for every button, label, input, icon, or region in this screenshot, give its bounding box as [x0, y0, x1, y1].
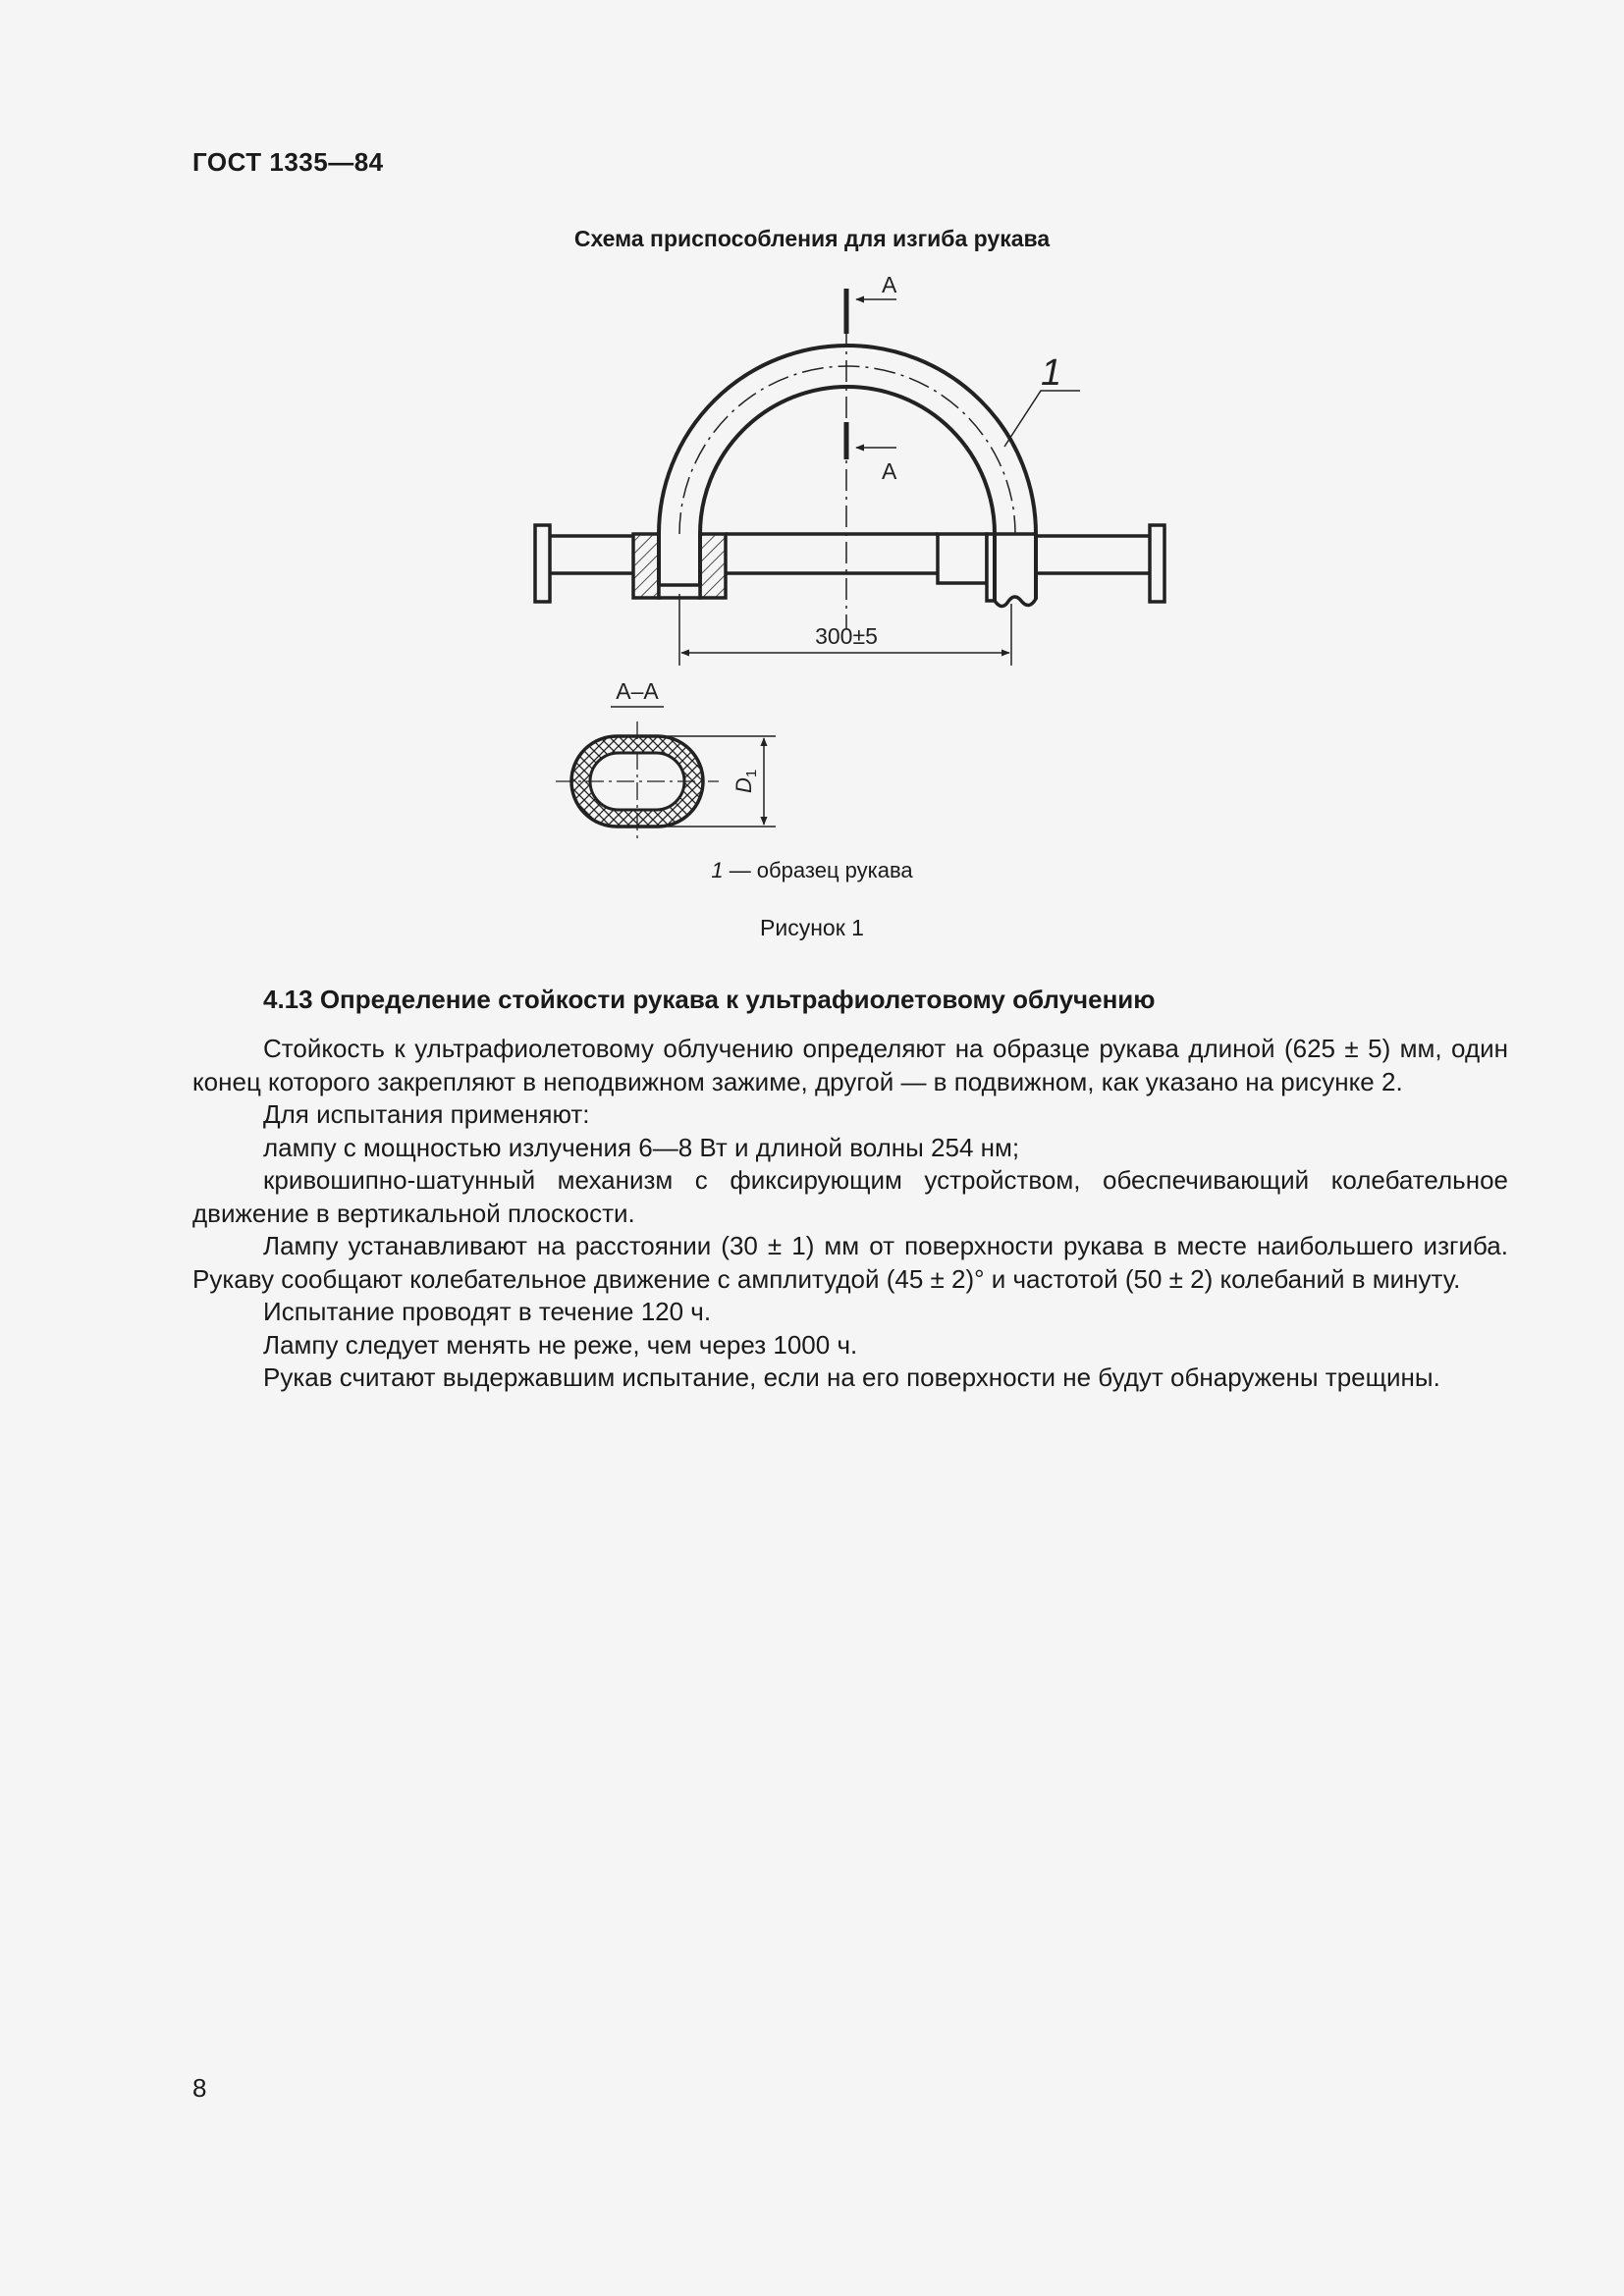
section-mark-top-label: А — [882, 272, 897, 297]
diameter-label: $D_1$ — [731, 769, 760, 793]
paragraph: Лампу следует менять не реже, чем через 1000 ч. — [263, 1329, 858, 1360]
figure-caption: Рисунок 1 — [760, 915, 864, 940]
legend-number: 1 — [711, 858, 724, 882]
paragraph: лампу с мощностью излучения 6—8 Вт и длиной волны 254 нм; — [263, 1132, 1020, 1162]
cross-section-view — [556, 721, 719, 842]
paragraph: Стойкость к ультрафиолетовому облучению определяют на образце рукава длиной (625 ± 5) мм, один конец которого закрепляют в неподвижном зажиме, другой — в подвижном, как указано на рисунке 2. — [192, 1034, 1508, 1096]
left-clamp-block — [633, 534, 726, 598]
section-heading: 4.13 Определение стойкости рукава к ультрафиолетовому облучению — [263, 985, 1156, 1014]
paragraph: Для испытания применяют: — [263, 1099, 590, 1129]
bending-fixture-diagram — [0, 0, 1624, 982]
section-marker-mid — [846, 422, 896, 459]
figure-title: Схема приспособления для изгиба рукава — [573, 226, 1051, 251]
section-mark-mid-label: А — [882, 458, 897, 484]
dimension-label: 300±5 — [815, 623, 878, 649]
right-clamp-block — [938, 534, 1036, 607]
right-end-stop — [1150, 525, 1164, 602]
document-standard-header: ГОСТ 1335—84 — [192, 147, 384, 177]
section-title: А–А — [616, 678, 659, 704]
paragraph: кривошипно-шатунный механизм с фиксирующим устройством, обеспечивающий колебательное движение в вертикальной плоскости. — [192, 1165, 1508, 1228]
section-body — [192, 1033, 1508, 1395]
legend-text: — образец рукава — [723, 858, 913, 882]
left-end-stop — [535, 525, 550, 602]
page-number: 8 — [192, 2073, 207, 2103]
paragraph: Рукав считают выдержавшим испытание, если на его поверхности не будут обнаружены трещины. — [263, 1362, 1440, 1392]
paragraph: Испытание проводят в течение 120 ч. — [263, 1297, 712, 1326]
callout-number: 1 — [1041, 352, 1062, 394]
paragraph: Лампу устанавливают на расстоянии (30 ± 1) мм от поверхности рукава в месте наибольшего изгиба. Рукаву сообщают колебательное движение с амплитудой (45 ± 2)° и частотой (50 ± 2) колебаний в минуту. — [192, 1231, 1508, 1294]
figure-legend — [0, 858, 1624, 883]
callout-leader — [1004, 391, 1080, 447]
